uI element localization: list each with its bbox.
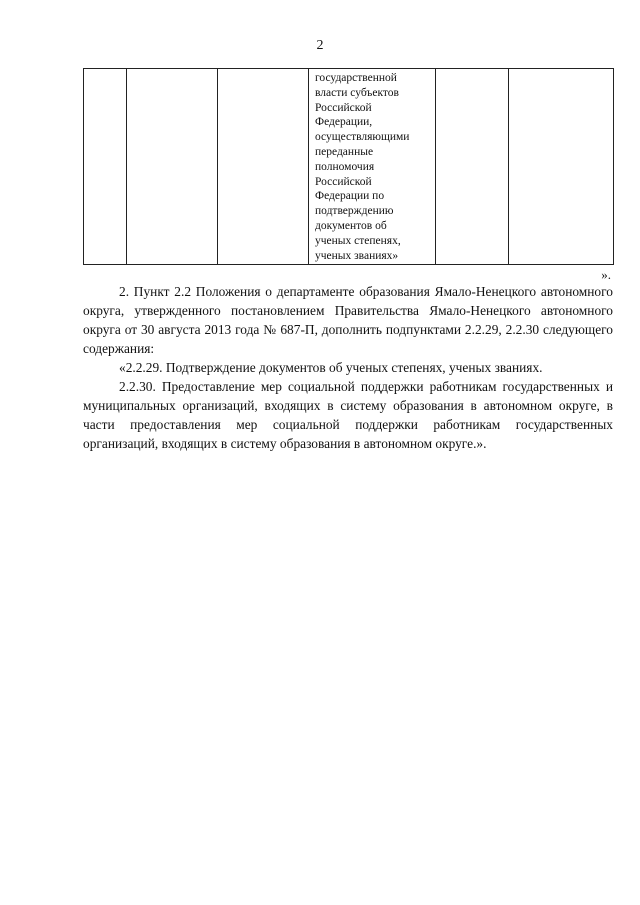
table-cell — [218, 69, 309, 265]
cell-line: власти субъектов — [315, 86, 399, 99]
amendment-text — [83, 282, 613, 453]
table-cell — [127, 69, 218, 265]
cell-line: переданные — [315, 145, 374, 158]
cell-line: документов об — [315, 219, 387, 232]
table-row — [84, 69, 614, 265]
cell-text-block — [309, 69, 435, 263]
table-cell — [509, 69, 614, 265]
cell-line: Российской — [315, 101, 372, 114]
page-number: 2 — [316, 38, 324, 53]
cell-line: полномочия — [315, 160, 375, 173]
cell-line: осуществляющими — [315, 131, 410, 144]
cell-line: ученых званиях» — [315, 249, 399, 262]
table-cell — [84, 69, 127, 265]
cell-line: Федерации, — [315, 116, 373, 129]
paragraph-subpoint-2-2-30: 2.2.30. Предоставление мер социальной поддержки работникам государственных и муниципальных организаций, входящих в систему образования в автономном округе, в части предоставления мер социальной поддержки работникам государственных организаций, входящих в систему образования в автономном округе.». — [83, 379, 613, 451]
cell-line: Федерации по — [315, 190, 385, 203]
document-table — [83, 68, 614, 265]
table-closing-quote: ». — [601, 267, 611, 282]
cell-line: подтверждению — [315, 205, 394, 218]
paragraph-amendment-point-2: 2. Пункт 2.2 Положения о департаменте образования Ямало-Ненецкого автономного округа, утвержденного постановлением Правительства Ямало-Ненецкого автономного округа от 30 августа 2013 года № 687-П, дополнить подпунктами 2.2.29, 2.2.30 следующего содержания: — [83, 284, 613, 356]
table-cell — [436, 69, 509, 265]
table-cell-authority-text — [309, 69, 436, 265]
paragraph-subpoint-2-2-29: «2.2.29. Подтверждение документов об ученых степенях, ученых званиях. — [119, 360, 543, 375]
cell-line: государственной — [315, 72, 397, 84]
cell-line: ученых степенях, — [315, 234, 401, 247]
cell-line: Российской — [315, 175, 372, 188]
